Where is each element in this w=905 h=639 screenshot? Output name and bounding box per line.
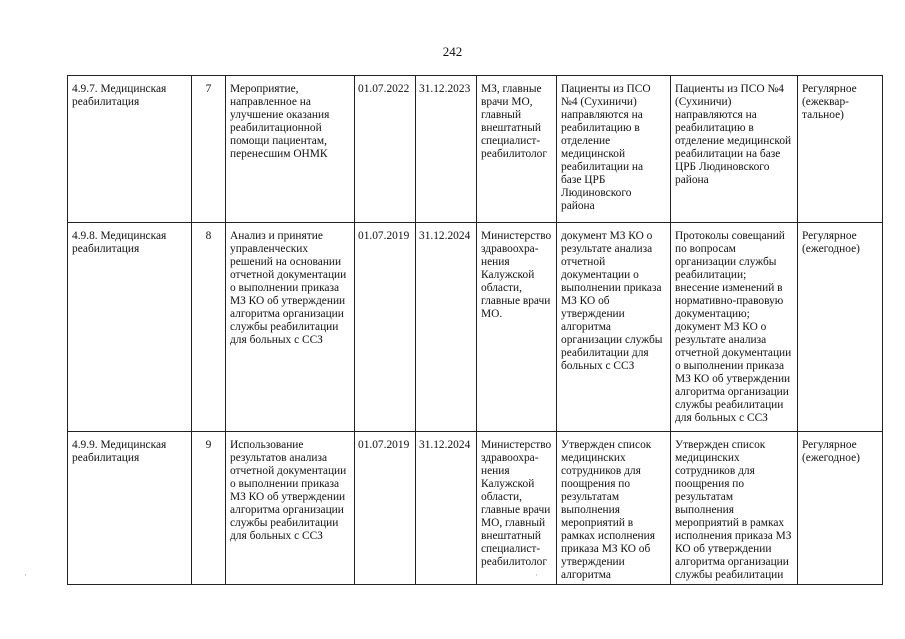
cell-text-line: документ МЗ КО о xyxy=(561,230,653,242)
cell-text: 31.12.2024 xyxy=(419,439,471,451)
cell-text-line: района xyxy=(561,200,595,212)
cell-text-line: перенесшим ОНМК xyxy=(230,148,328,160)
cell-text-line: мероприятий в рамках xyxy=(675,517,785,529)
cell-text-line: 4.9.7. Медицинская xyxy=(72,83,167,95)
indicator-cell xyxy=(671,432,798,585)
cell-text-line: результате анализа xyxy=(675,334,767,346)
cell-text-line: (Сухиничи) xyxy=(675,96,732,108)
periodicity-cell xyxy=(798,76,883,223)
cell-text-line: МЗ КО об утверждении xyxy=(230,295,346,307)
cell-text-line: нения xyxy=(481,465,510,477)
cell-text-line: здравоохра- xyxy=(481,452,539,464)
cell-text-line: области, xyxy=(481,282,522,294)
cell-text-line: реабилитацию в xyxy=(561,122,640,134)
cell-text-line: Протоколы совещаний xyxy=(675,230,785,242)
cell-text-line: выполнения xyxy=(675,504,734,516)
periodicity-cell xyxy=(798,432,883,585)
cell-text-line: утверждении xyxy=(561,308,625,320)
cell-text-line: улучшение оказания xyxy=(230,109,330,121)
cell-text-line: главные врачи xyxy=(481,295,551,307)
cell-text-line: организации службы xyxy=(561,334,663,346)
cell-text-line: Людиновского xyxy=(561,187,632,199)
number-cell xyxy=(192,76,226,223)
table-row xyxy=(68,76,883,223)
cell-text-line: реабилитация xyxy=(72,243,140,255)
cell-text-line: 4.9.9. Медицинская xyxy=(72,439,167,451)
cell-text-line: (ежегодное) xyxy=(802,243,860,255)
cell-text-line: о выполнении приказа xyxy=(230,478,340,490)
start-date-cell xyxy=(355,76,416,223)
cell-text-line: выполнения xyxy=(561,504,620,516)
cell-text-line: реабилитации для xyxy=(561,347,649,359)
cell-text-line: внесение изменений в xyxy=(675,282,783,294)
cell-text-line: для больных с ССЗ xyxy=(230,530,323,542)
cell-text-line: отделение xyxy=(561,135,611,147)
cell-text-line: Анализ и принятие xyxy=(230,230,323,242)
cell-text-line: тальное) xyxy=(802,109,844,121)
plan-table xyxy=(67,75,883,585)
cell-text-line: приказа МЗ КО об xyxy=(561,543,651,555)
cell-text-line: Министерство xyxy=(481,439,552,451)
cell-text-line: Использование xyxy=(230,439,304,451)
cell-text-line: по вопросам xyxy=(675,243,736,255)
indicator-cell xyxy=(671,76,798,223)
cell-text-line: мероприятий в xyxy=(561,517,634,529)
executors-cell xyxy=(477,432,557,585)
cell-text-line: выполнении приказа xyxy=(561,282,662,294)
cell-text-line: МЗ КО об xyxy=(561,295,610,307)
cell-text-line: для больных с ССЗ xyxy=(230,334,323,346)
cell-text-line: результатов анализа xyxy=(230,452,328,464)
cell-text-line: помощи пациентам, xyxy=(230,135,327,147)
cell-text-line: Регулярное xyxy=(802,439,857,451)
cell-text: 01.07.2022 xyxy=(358,83,410,95)
cell-text-line: алгоритма организации xyxy=(675,556,789,568)
cell-text-line: поощрения по xyxy=(675,478,745,490)
cell-text-line: отчетной документации xyxy=(230,465,347,477)
cell-text-line: реабилитация xyxy=(72,452,140,464)
cell-text-line: направленное на xyxy=(230,96,311,108)
cell-text-line: о выполнении приказа xyxy=(230,282,340,294)
cell-text-line: реабилитации на базе xyxy=(675,148,781,160)
end-date-cell xyxy=(416,76,477,223)
cell-text-line: №4 (Сухиничи) xyxy=(561,96,637,108)
cell-text-line: Пациенты из ПСО №4 xyxy=(675,83,785,95)
cell-text-line: реабилитация xyxy=(72,96,140,108)
cell-text-line: исполнения приказа МЗ xyxy=(675,530,792,542)
cell-text: 8 xyxy=(205,230,212,242)
cell-text-line: Утвержден список xyxy=(561,439,652,451)
cell-text-line: нормативно-правовую xyxy=(675,295,784,307)
cell-text-line: Утвержден список xyxy=(675,439,766,451)
cell-text-line: специалист- xyxy=(481,543,541,555)
cell-text-line: алгоритма организации xyxy=(230,308,344,320)
cell-text-line: документации о xyxy=(561,269,639,281)
cell-text-line: направляются на xyxy=(675,109,757,121)
cell-text-line: службы реабилитации xyxy=(675,569,784,581)
periodicity-cell xyxy=(798,223,883,432)
cell-text-line: службы реабилитации xyxy=(675,399,784,411)
cell-text-line: отчетной xyxy=(561,256,606,268)
start-date-cell xyxy=(355,223,416,432)
cell-text-line: (ежеквар- xyxy=(802,96,849,108)
cell-text-line: здравоохра- xyxy=(481,243,539,255)
cell-text-line: МЗ, главные xyxy=(481,83,542,95)
cell-text-line: алгоритма организации xyxy=(675,386,789,398)
cell-text-line: области, xyxy=(481,491,522,503)
cell-text-line: реабилитации; xyxy=(675,269,747,281)
cell-text-line: управленческих xyxy=(230,243,309,255)
cell-text-line: о выполнении приказа xyxy=(675,360,785,372)
cell-text-line: направляются на xyxy=(561,109,643,121)
cell-text-line: результате анализа xyxy=(561,243,653,255)
cell-text-line: МО. xyxy=(481,308,503,320)
cell-text-line: результатам xyxy=(561,491,620,503)
table-row xyxy=(68,432,883,585)
activity-cell xyxy=(226,432,355,585)
cell-text-line: алгоритма xyxy=(561,321,611,333)
executors-cell xyxy=(477,76,557,223)
cell-text-line: Министерство xyxy=(481,230,552,242)
cell-text-line: района xyxy=(675,174,709,186)
section-cell xyxy=(68,76,192,223)
cell-text-line: реабилитацию в xyxy=(675,122,754,134)
cell-text-line: Калужской xyxy=(481,269,535,281)
cell-text: 01.07.2019 xyxy=(358,230,410,242)
cell-text-line: реабилитационной xyxy=(230,122,322,134)
cell-text: 9 xyxy=(205,439,212,451)
cell-text-line: алгоритма организации xyxy=(230,504,344,516)
cell-text-line: реабилитолог xyxy=(481,148,548,160)
cell-text-line: внештатный xyxy=(481,122,542,134)
executors-cell xyxy=(477,223,557,432)
cell-text-line: отделение медицинской xyxy=(675,135,792,147)
cell-text-line: Регулярное xyxy=(802,83,857,95)
cell-text-line: КО об утверждении xyxy=(675,543,772,555)
cell-text-line: отчетной документации xyxy=(230,269,347,281)
cell-text-line: МО, главный xyxy=(481,517,546,529)
table-row xyxy=(68,223,883,432)
cell-text-line: внештатный xyxy=(481,530,542,542)
indicator-cell xyxy=(671,223,798,432)
scan-speck: · xyxy=(535,570,538,580)
cell-text-line: больных с ССЗ xyxy=(561,360,635,372)
cell-text-line: Калужской xyxy=(481,478,535,490)
cell-text-line: реабилитолог xyxy=(481,556,548,568)
cell-text-line: для больных с ССЗ xyxy=(675,412,768,424)
cell-text-line: решений на основании xyxy=(230,256,342,268)
cell-text-line: врачи МО, xyxy=(481,96,533,108)
cell-text-line: поощрения по xyxy=(561,478,631,490)
cell-text-line: МЗ КО об утверждении xyxy=(675,373,791,385)
cell-text: 31.12.2024 xyxy=(419,230,471,242)
section-cell xyxy=(68,223,192,432)
cell-text-line: отчетной документации xyxy=(675,347,792,359)
activity-cell xyxy=(226,223,355,432)
cell-text-line: медицинских xyxy=(675,452,740,464)
cell-text-line: медицинских xyxy=(561,452,626,464)
cell-text-line: документ МЗ КО о xyxy=(675,321,767,333)
end-date-cell xyxy=(416,432,477,585)
cell-text-line: алгоритма xyxy=(561,569,611,581)
result-cell xyxy=(557,76,671,223)
cell-text-line: (ежегодное) xyxy=(802,452,860,464)
cell-text: 31.12.2023 xyxy=(419,83,471,95)
cell-text-line: Регулярное xyxy=(802,230,857,242)
cell-text-line: рамках исполнения xyxy=(561,530,655,542)
table-body xyxy=(68,76,883,585)
cell-text-line: реабилитации на xyxy=(561,161,644,173)
result-cell xyxy=(557,223,671,432)
cell-text-line: медицинской xyxy=(561,148,626,160)
section-cell xyxy=(68,432,192,585)
cell-text-line: организации службы xyxy=(675,256,777,268)
cell-text-line: службы реабилитации xyxy=(230,517,339,529)
cell-text-line: 4.9.8. Медицинская xyxy=(72,230,167,242)
cell-text-line: МЗ КО об утверждении xyxy=(230,491,346,503)
activity-cell xyxy=(226,76,355,223)
cell-text-line: нения xyxy=(481,256,510,268)
cell-text: 01.07.2019 xyxy=(358,439,410,451)
page-number: 242 xyxy=(442,44,463,59)
scan-speck: · xyxy=(24,570,27,580)
cell-text-line: результатам xyxy=(675,491,734,503)
cell-text-line: главные врачи xyxy=(481,504,551,516)
cell-text-line: Пациенты из ПСО xyxy=(561,83,651,95)
number-cell xyxy=(192,223,226,432)
cell-text-line: ЦРБ Людиновского xyxy=(675,161,770,173)
cell-text-line: сотрудников для xyxy=(561,465,641,477)
number-cell xyxy=(192,432,226,585)
cell-text-line: службы реабилитации xyxy=(230,321,339,333)
end-date-cell xyxy=(416,223,477,432)
cell-text-line: сотрудников для xyxy=(675,465,755,477)
start-date-cell xyxy=(355,432,416,585)
cell-text-line: утверждении xyxy=(561,556,625,568)
cell-text-line: главный xyxy=(481,109,522,121)
cell-text-line: документацию; xyxy=(675,308,750,320)
result-cell xyxy=(557,432,671,585)
cell-text-line: Мероприятие, xyxy=(230,83,299,95)
cell-text: 7 xyxy=(205,83,212,95)
cell-text-line: специалист- xyxy=(481,135,541,147)
cell-text-line: базе ЦРБ xyxy=(561,174,606,186)
